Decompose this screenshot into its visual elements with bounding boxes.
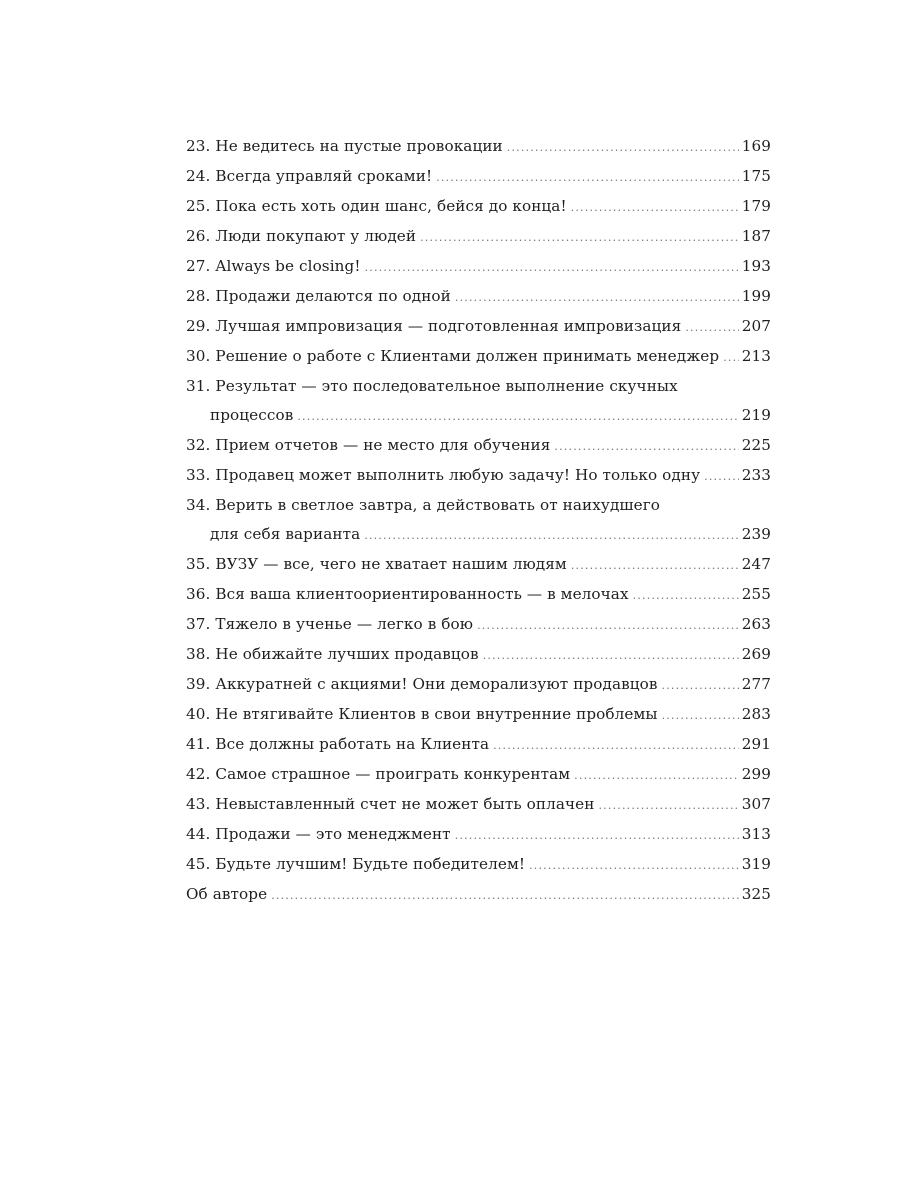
toc-page-number: 179 [741, 197, 771, 215]
toc-entry [186, 850, 771, 880]
dot-leader [507, 133, 739, 162]
toc-entry [186, 610, 771, 640]
toc-entry-title: 26. Люди покупают у людей [186, 227, 417, 245]
toc-entry [186, 192, 771, 222]
toc-page-number: 291 [741, 735, 771, 753]
toc-entry-title: 36. Вся ваша клиентоориентированность — в мелочах [186, 585, 629, 603]
toc-page-number: 199 [741, 287, 771, 305]
toc-entry [186, 312, 771, 342]
toc-entry-line [186, 610, 771, 640]
toc-entry-title: процессов [210, 406, 294, 424]
toc-entry-line [186, 401, 771, 431]
toc-entry-title: 30. Решение о работе с Клиентами должен принимать менеджер [186, 347, 720, 365]
dot-leader [297, 402, 738, 431]
toc-entry-line [186, 730, 771, 760]
dot-leader [436, 163, 739, 192]
toc-entry [186, 132, 771, 162]
toc-entry [186, 162, 771, 192]
toc-entry [186, 372, 771, 431]
toc-page-number: 277 [741, 675, 771, 693]
toc-entry-line [186, 640, 771, 670]
toc-entry-line [186, 372, 771, 401]
dot-leader [365, 253, 739, 282]
toc-page-number: 193 [741, 257, 771, 275]
toc-entry-title: 40. Не втягивайте Клиентов в свои внутренние проблемы [186, 705, 658, 723]
toc-entry-line [186, 132, 771, 162]
toc-entry-title: 34. Верить в светлое завтра, а действовать от наихудшего [186, 496, 661, 514]
toc-entry-title: 38. Не обижайте лучших продавцов [186, 645, 479, 663]
dot-leader [483, 641, 739, 670]
toc-entry-line [186, 312, 771, 342]
toc-entry-line [186, 580, 771, 610]
toc-page-number: 207 [741, 317, 771, 335]
toc-entry-line [186, 820, 771, 850]
toc-page-number: 219 [741, 406, 771, 424]
toc-entry-line [186, 850, 771, 880]
dot-leader [493, 731, 739, 760]
toc-entry-title: 29. Лучшая импровизация — подготовленная импровизация [186, 317, 682, 335]
toc-entry-line [186, 790, 771, 820]
toc-entry [186, 550, 771, 580]
toc-page-number: 283 [741, 705, 771, 723]
toc-entry [186, 222, 771, 252]
dot-leader [455, 283, 739, 312]
toc-entry-line [186, 670, 771, 700]
toc-entry-line [186, 880, 771, 910]
toc-entry-title: 42. Самое страшное — проиграть конкурентам [186, 765, 571, 783]
toc-entry-line [186, 520, 771, 550]
toc-entry [186, 700, 771, 730]
toc-entry-line [186, 282, 771, 312]
dot-leader [723, 343, 739, 372]
toc-entry [186, 760, 771, 790]
toc-page-number: 187 [741, 227, 771, 245]
toc-entry [186, 252, 771, 282]
toc-entry-title: 39. Аккуратней с акциями! Они деморализуют продавцов [186, 675, 658, 693]
toc-entry-title: 43. Невыставленный счет не может быть оплачен [186, 795, 595, 813]
dot-leader [685, 313, 738, 342]
toc-entry-line [186, 192, 771, 222]
toc-entry-title: 44. Продажи — это менеджмент [186, 825, 451, 843]
toc-entry-title: 45. Будьте лучшим! Будьте победителем! [186, 855, 526, 873]
toc-entry-line [186, 222, 771, 252]
table-of-contents [186, 132, 771, 910]
dot-leader [271, 881, 739, 910]
toc-page-number: 307 [741, 795, 771, 813]
dot-leader [574, 761, 739, 790]
toc-entry-title: 37. Тяжело в ученье — легко в бою [186, 615, 474, 633]
toc-entry-title: 25. Пока есть хоть один шанс, бейся до конца! [186, 197, 567, 215]
toc-entry-title: 33. Продавец может выполнить любую задачу! Но только одну [186, 466, 701, 484]
dot-leader [554, 432, 738, 461]
toc-page-number: 247 [741, 555, 771, 573]
toc-entry-title: 24. Всегда управляй сроками! [186, 167, 433, 185]
toc-entry-line [186, 342, 771, 372]
toc-page-number: 169 [741, 137, 771, 155]
toc-entry-title: 32. Прием отчетов — не место для обучения [186, 436, 551, 454]
toc-page-number: 313 [741, 825, 771, 843]
dot-leader [571, 193, 739, 222]
toc-page-number: 269 [741, 645, 771, 663]
dot-leader [571, 551, 739, 580]
dot-leader [662, 671, 739, 700]
toc-page-number: 213 [741, 347, 771, 365]
toc-entry-line [186, 491, 771, 520]
toc-entry-line [186, 252, 771, 282]
toc-page-number: 263 [741, 615, 771, 633]
toc-entry-line [186, 550, 771, 580]
dot-leader [529, 851, 739, 880]
toc-page-number: 319 [741, 855, 771, 873]
dot-leader [455, 821, 739, 850]
toc-page-number: 175 [741, 167, 771, 185]
toc-entry-line [186, 162, 771, 192]
toc-page-number: 233 [741, 466, 771, 484]
dot-leader [420, 223, 739, 252]
toc-page-number: 299 [741, 765, 771, 783]
dot-leader [633, 581, 739, 610]
toc-entry [186, 461, 771, 491]
toc-page-number: 325 [741, 885, 771, 903]
toc-entry [186, 342, 771, 372]
dot-leader [477, 611, 739, 640]
toc-entry-line [186, 760, 771, 790]
toc-entry [186, 431, 771, 461]
toc-entry [186, 670, 771, 700]
dot-leader [704, 462, 739, 491]
toc-entry-title: 28. Продажи делаются по одной [186, 287, 451, 305]
toc-entry-title: 41. Все должны работать на Клиента [186, 735, 490, 753]
dot-leader [662, 701, 739, 730]
dot-leader [364, 521, 738, 550]
toc-entry-title: Об авторе [186, 885, 268, 903]
toc-entry [186, 880, 771, 910]
toc-entry-title: 35. ВУЗУ — все, чего не хватает нашим людям [186, 555, 567, 573]
toc-entry [186, 491, 771, 550]
toc-page-number: 255 [741, 585, 771, 603]
toc-entry [186, 580, 771, 610]
toc-entry [186, 790, 771, 820]
toc-page-number: 239 [741, 525, 771, 543]
toc-entry-title: 27. Always be closing! [186, 257, 361, 275]
toc-entry [186, 820, 771, 850]
dot-leader [598, 791, 738, 820]
toc-entry [186, 640, 771, 670]
toc-entry-title: 31. Результат — это последовательное выполнение скучных [186, 377, 678, 395]
toc-entry-title: 23. Не ведитесь на пустые провокации [186, 137, 503, 155]
toc-entry-line [186, 431, 771, 461]
toc-entry-title: для себя варианта [210, 525, 361, 543]
toc-entry-line [186, 461, 771, 491]
toc-entry [186, 730, 771, 760]
toc-entry [186, 282, 771, 312]
toc-entry-line [186, 700, 771, 730]
toc-page-number: 225 [741, 436, 771, 454]
